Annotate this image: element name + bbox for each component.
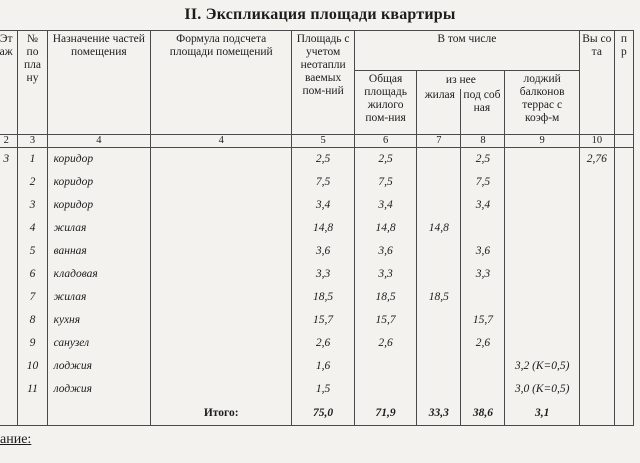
floor-cell <box>0 171 18 194</box>
area-cell: 2,5 <box>292 148 355 171</box>
header-plan-no: № по пла ну <box>18 31 47 135</box>
plan-no-cell: 7 <box>18 286 47 309</box>
table-row <box>0 332 634 355</box>
col-number: 9 <box>505 135 579 148</box>
living-area-cell: 2,5 <box>354 148 416 171</box>
col-number: 8 <box>461 135 505 148</box>
col-number <box>614 135 633 148</box>
aux-cell: 2,6 <box>461 332 505 355</box>
living-area-cell: 3,6 <box>354 240 416 263</box>
loggia-cell: 3,0 (К=0,5) <box>505 378 579 401</box>
table-row <box>0 286 634 309</box>
height-cell <box>579 309 614 332</box>
table-row <box>0 217 634 240</box>
aux-cell: 3,4 <box>461 194 505 217</box>
living-cell <box>417 148 461 171</box>
table-row <box>0 263 634 286</box>
living-cell <box>417 263 461 286</box>
living-cell <box>417 171 461 194</box>
purpose-cell: лоджия <box>47 355 150 378</box>
table-row <box>0 194 634 217</box>
living-area-cell: 18,5 <box>354 286 416 309</box>
header-extra: п р <box>614 31 633 135</box>
aux-cell: 7,5 <box>461 171 505 194</box>
col-number: 2 <box>0 135 18 148</box>
formula-cell <box>151 217 292 240</box>
extra-cell <box>614 309 633 332</box>
plan-no-cell: 3 <box>18 194 47 217</box>
floor-cell <box>0 217 18 240</box>
living-cell: 14,8 <box>417 217 461 240</box>
header-purpose: Назначение частей помещения <box>47 31 150 135</box>
living-area-cell: 7,5 <box>354 171 416 194</box>
living-cell <box>417 240 461 263</box>
total-empty <box>47 401 150 426</box>
extra-cell <box>614 286 633 309</box>
aux-cell: 15,7 <box>461 309 505 332</box>
living-cell <box>417 355 461 378</box>
living-area-cell: 3,4 <box>354 194 416 217</box>
total-empty <box>0 401 18 426</box>
col-number: 5 <box>292 135 355 148</box>
floor-cell <box>0 240 18 263</box>
aux-cell <box>461 355 505 378</box>
total-living: 33,3 <box>417 401 461 426</box>
area-cell: 1,6 <box>292 355 355 378</box>
aux-cell: 3,6 <box>461 240 505 263</box>
living-cell <box>417 194 461 217</box>
extra-cell <box>614 240 633 263</box>
floor-cell <box>0 286 18 309</box>
total-empty <box>614 401 633 426</box>
living-cell <box>417 378 461 401</box>
floor-cell <box>0 194 18 217</box>
header-floor: Эт аж <box>0 31 18 135</box>
plan-no-cell: 10 <box>18 355 47 378</box>
purpose-cell: жилая <box>47 217 150 240</box>
page-title: II. Экспликация площади квартиры <box>184 6 456 23</box>
purpose-cell: кухня <box>47 309 150 332</box>
header-area-total: Площадь с учетом неотапли ваемых пом-ний <box>292 31 355 135</box>
area-cell: 15,7 <box>292 309 355 332</box>
col-number: 7 <box>417 135 461 148</box>
header-loggia: лоджий балконов террас с коэф-м <box>505 71 579 135</box>
aux-cell <box>461 378 505 401</box>
extra-cell <box>614 355 633 378</box>
extra-cell <box>614 263 633 286</box>
header-of-which-group <box>417 71 505 135</box>
floor-cell <box>0 309 18 332</box>
plan-no-cell: 2 <box>18 171 47 194</box>
height-cell <box>579 286 614 309</box>
extra-cell <box>614 217 633 240</box>
floor-cell <box>0 378 18 401</box>
table-row <box>0 309 634 332</box>
aux-cell <box>461 286 505 309</box>
living-area-cell: 2,6 <box>354 332 416 355</box>
plan-no-cell: 4 <box>18 217 47 240</box>
area-cell: 3,6 <box>292 240 355 263</box>
living-cell: 18,5 <box>417 286 461 309</box>
loggia-cell <box>505 332 579 355</box>
plan-no-cell: 11 <box>18 378 47 401</box>
loggia-cell <box>505 171 579 194</box>
header-living-total: Общая площадь жилого пом-ния <box>354 71 416 135</box>
total-aux: 38,6 <box>461 401 505 426</box>
living-area-cell: 15,7 <box>354 309 416 332</box>
header-in-total: В том числе <box>354 31 579 71</box>
purpose-cell: ванная <box>47 240 150 263</box>
plan-no-cell: 5 <box>18 240 47 263</box>
height-cell <box>579 378 614 401</box>
height-cell <box>579 171 614 194</box>
col-number: 10 <box>579 135 614 148</box>
header-formula: Формула подсчета площади помещений <box>151 31 292 135</box>
col-number: 4 <box>151 135 292 148</box>
extra-cell <box>614 194 633 217</box>
height-cell <box>579 263 614 286</box>
purpose-cell: коридор <box>47 194 150 217</box>
aux-cell <box>461 217 505 240</box>
formula-cell <box>151 240 292 263</box>
total-living-area: 71,9 <box>354 401 416 426</box>
loggia-cell <box>505 194 579 217</box>
formula-cell <box>151 263 292 286</box>
table-row <box>0 240 634 263</box>
loggia-cell <box>505 240 579 263</box>
living-area-cell: 3,3 <box>354 263 416 286</box>
purpose-cell: жилая <box>47 286 150 309</box>
formula-cell <box>151 286 292 309</box>
total-loggia: 3,1 <box>505 401 579 426</box>
total-empty <box>579 401 614 426</box>
plan-no-cell: 1 <box>18 148 47 171</box>
footer-note: ание: <box>0 432 32 447</box>
header-living: жилая <box>419 89 461 134</box>
living-cell <box>417 332 461 355</box>
plan-no-cell: 8 <box>18 309 47 332</box>
living-area-cell <box>354 378 416 401</box>
purpose-cell: лоджия <box>47 378 150 401</box>
column-numbers-row <box>0 135 634 148</box>
purpose-cell: кладовая <box>47 263 150 286</box>
area-cell: 14,8 <box>292 217 355 240</box>
header-of-which: из нее <box>445 74 476 86</box>
height-cell <box>579 355 614 378</box>
purpose-cell: коридор <box>47 148 150 171</box>
living-cell <box>417 309 461 332</box>
col-number: 3 <box>18 135 47 148</box>
area-cell: 7,5 <box>292 171 355 194</box>
loggia-cell: 3,2 (К=0,5) <box>505 355 579 378</box>
height-cell <box>579 217 614 240</box>
extra-cell <box>614 378 633 401</box>
header-height: Вы со та <box>579 31 614 135</box>
header-auxiliary: под соб ная <box>463 89 501 114</box>
height-cell <box>579 194 614 217</box>
area-cell: 3,3 <box>292 263 355 286</box>
area-cell: 3,4 <box>292 194 355 217</box>
formula-cell <box>151 378 292 401</box>
floor-cell <box>0 332 18 355</box>
formula-cell <box>151 148 292 171</box>
aux-cell: 2,5 <box>461 148 505 171</box>
formula-cell <box>151 309 292 332</box>
plan-no-cell: 6 <box>18 263 47 286</box>
col-number: 6 <box>354 135 416 148</box>
living-area-cell <box>354 355 416 378</box>
table-row <box>0 355 634 378</box>
floor-cell: 3 <box>0 148 18 171</box>
area-cell: 18,5 <box>292 286 355 309</box>
extra-cell <box>614 332 633 355</box>
height-cell <box>579 332 614 355</box>
loggia-cell <box>505 286 579 309</box>
floor-cell <box>0 355 18 378</box>
height-cell: 2,76 <box>579 148 614 171</box>
table-row <box>0 378 634 401</box>
explication-table <box>0 30 634 426</box>
loggia-cell <box>505 148 579 171</box>
loggia-cell <box>505 309 579 332</box>
header-of-which-split <box>419 89 502 134</box>
formula-cell <box>151 194 292 217</box>
purpose-cell: санузел <box>47 332 150 355</box>
totals-row <box>0 401 634 426</box>
table-row <box>0 148 634 171</box>
aux-cell: 3,3 <box>461 263 505 286</box>
col-number: 4 <box>47 135 150 148</box>
loggia-cell <box>505 217 579 240</box>
living-area-cell: 14,8 <box>354 217 416 240</box>
total-area: 75,0 <box>292 401 355 426</box>
height-cell <box>579 240 614 263</box>
formula-cell <box>151 355 292 378</box>
floor-cell <box>0 263 18 286</box>
plan-no-cell: 9 <box>18 332 47 355</box>
purpose-cell: коридор <box>47 171 150 194</box>
loggia-cell <box>505 263 579 286</box>
extra-cell <box>614 148 633 171</box>
table-row <box>0 171 634 194</box>
formula-cell <box>151 171 292 194</box>
total-empty <box>18 401 47 426</box>
area-cell: 1,5 <box>292 378 355 401</box>
totals-label: Итого: <box>151 401 292 426</box>
formula-cell <box>151 332 292 355</box>
area-cell: 2,6 <box>292 332 355 355</box>
extra-cell <box>614 171 633 194</box>
